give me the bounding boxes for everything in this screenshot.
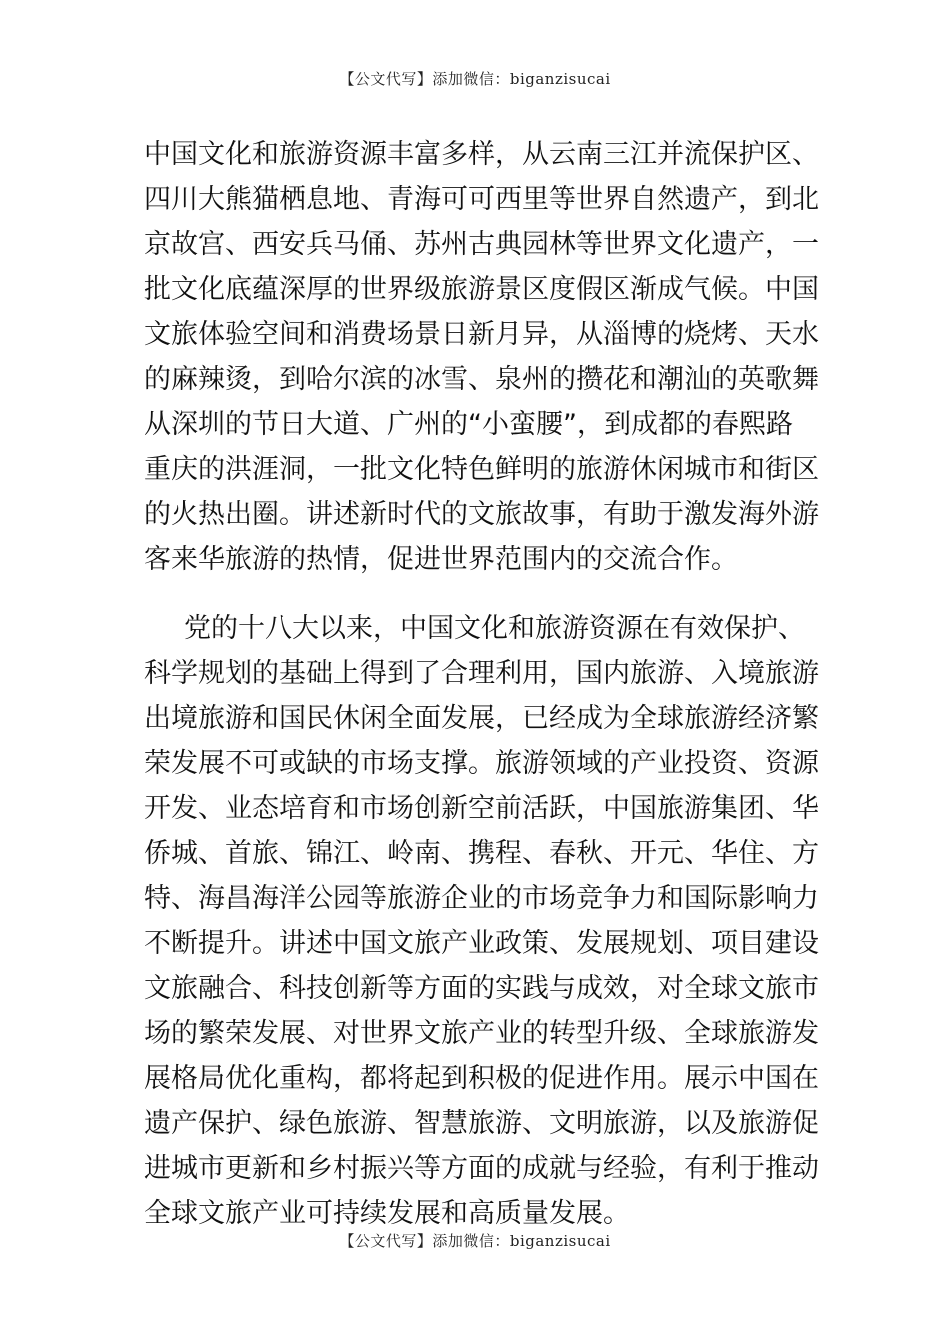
document-body — [144, 132, 819, 1236]
page-header: 【公文代写】添加微信：biganzisucai — [339, 70, 611, 88]
paragraph-line: 展格局优化重构，都将起到积极的促进作用。展示中国在 — [144, 1063, 819, 1094]
paragraph-line: 场的繁荣发展、对世界文旅产业的转型升级、全球旅游发 — [144, 1018, 819, 1049]
paragraph-line: 中国文化和旅游资源丰富多样，从云南三江并流保护区、 — [144, 139, 819, 170]
paragraph-line: 四川大熊猫栖息地、青海可可西里等世界自然遗产，到北 — [144, 184, 819, 215]
paragraph-line: 重庆的洪涯洞，一批文化特色鲜明的旅游休闲城市和街区 — [144, 454, 819, 485]
paragraph-line: 开发、业态培育和市场创新空前活跃，中国旅游集团、华 — [144, 793, 819, 824]
paragraph-line: 进城市更新和乡村振兴等方面的成就与经验，有利于推动 — [144, 1153, 819, 1184]
paragraph-gap — [144, 582, 810, 606]
page-footer: 【公文代写】添加微信：biganzisucai — [339, 1232, 611, 1250]
paragraph-line: 的麻辣烫，到哈尔滨的冰雪、泉州的攒花和潮汕的英歌舞 — [144, 364, 819, 395]
paragraph-line: 文旅融合、科技创新等方面的实践与成效，对全球文旅市 — [144, 973, 819, 1004]
paragraph-line: 科学规划的基础上得到了合理利用，国内旅游、入境旅游 — [144, 658, 819, 689]
paragraph-1 — [144, 132, 819, 582]
paragraph-line: 文旅体验空间和消费场景日新月异，从淄博的烧烤、天水 — [144, 319, 819, 350]
paragraph-line: 从深圳的节日大道、广州的“小蛮腰”，到成都的春熙路 — [144, 409, 793, 440]
paragraph-line: 全球文旅产业可持续发展和高质量发展。 — [144, 1198, 630, 1229]
paragraph-line: 批文化底蕴深厚的世界级旅游景区度假区渐成气候。中国 — [144, 274, 819, 305]
paragraph-line: 出境旅游和国民休闲全面发展，已经成为全球旅游经济繁 — [144, 703, 819, 734]
paragraph-line: 特、海昌海洋公园等旅游企业的市场竞争力和国际影响力 — [144, 883, 819, 914]
paragraph-line: 客来华旅游的热情，促进世界范围内的交流合作。 — [144, 544, 738, 575]
paragraph-line: 党的十八大以来，中国文化和旅游资源在有效保护、 — [184, 613, 805, 644]
paragraph-line: 荣发展不可或缺的市场支撑。旅游领域的产业投资、资源 — [144, 748, 819, 779]
paragraph-line: 遗产保护、绿色旅游、智慧旅游、文明旅游，以及旅游促 — [144, 1108, 819, 1139]
paragraph-2 — [144, 606, 819, 1236]
paragraph-line: 京故宫、西安兵马俑、苏州古典园林等世界文化遗产，一 — [144, 229, 819, 260]
paragraph-line: 侨城、首旅、锦江、岭南、携程、春秋、开元、华住、方 — [144, 838, 819, 869]
paragraph-line: 的火热出圈。讲述新时代的文旅故事，有助于激发海外游 — [144, 499, 819, 530]
paragraph-line: 不断提升。讲述中国文旅产业政策、发展规划、项目建设 — [144, 928, 819, 959]
